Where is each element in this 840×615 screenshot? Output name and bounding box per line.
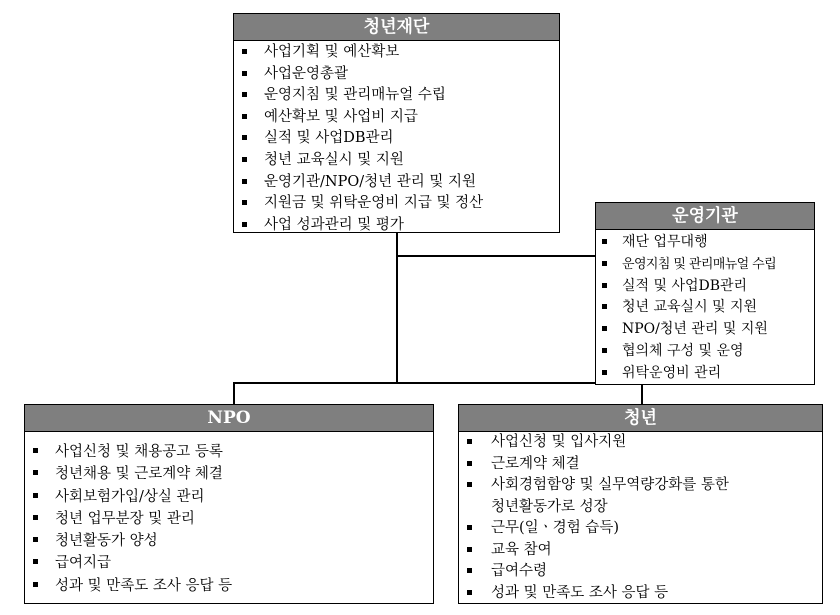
youth-box	[458, 404, 823, 604]
bullet-icon	[602, 370, 607, 375]
operator-box	[595, 202, 815, 385]
list-item: 교육 참여	[467, 540, 816, 562]
list-item: 운영지침 및 관리매뉴얼 수립	[242, 85, 553, 107]
bullet-icon	[242, 200, 247, 205]
bullet-icon	[33, 559, 38, 564]
bullet-icon	[602, 304, 607, 309]
list-item: 사업운영총괄	[242, 64, 553, 86]
connector-to-youth	[641, 382, 643, 405]
bullet-icon	[33, 537, 38, 542]
list-item: 사업 성과관리 및 평가	[242, 215, 553, 237]
youth-title: 청년	[459, 405, 822, 432]
list-item: 위탁운영비 관리	[602, 363, 808, 385]
bullet-icon	[467, 461, 472, 466]
list-item: 급여수령	[467, 561, 816, 583]
list-item: 협의체 구성 및 운영	[602, 341, 808, 363]
bullet-icon	[602, 326, 607, 331]
bullet-icon	[242, 92, 247, 97]
npo-list	[25, 432, 433, 597]
list-item: 청년 교육실시 및 지원	[242, 150, 553, 172]
bullet-icon	[467, 525, 472, 530]
npo-box	[24, 404, 434, 604]
list-item: 청년 교육실시 및 지원	[602, 297, 808, 319]
list-item-continuation: 청년활동가로 성장	[491, 498, 608, 515]
list-item: 근로계약 체결	[467, 454, 816, 476]
operator-title: 운영기관	[596, 203, 814, 230]
bullet-icon	[33, 448, 38, 453]
bullet-icon	[467, 590, 472, 595]
list-item: 재단 업무대행	[602, 232, 808, 254]
list-item: 사회경험함양 및 실무역량강화를 통한	[467, 475, 816, 497]
bullet-icon	[33, 515, 38, 520]
list-item: 운영기관/NPO/청년 관리 및 지원	[242, 172, 553, 194]
bullet-icon	[242, 222, 247, 227]
bullet-icon	[242, 179, 247, 184]
bullet-icon	[242, 157, 247, 162]
list-item: NPO/청년 관리 및 지원	[602, 319, 808, 341]
bullet-icon	[467, 547, 472, 552]
list-item: 근무(일ㆍ경험 습득)	[467, 518, 816, 540]
bullet-icon	[467, 568, 472, 573]
list-item: 성과 및 만족도 조사 응답 등	[467, 583, 816, 605]
list-item: 성과 및 만족도 조사 응답 등	[33, 575, 427, 597]
list-item: 청년활동가 양성	[33, 530, 427, 552]
list-item: 사업신청 및 채용공고 등록	[33, 441, 427, 463]
connector-horizontal-bottom	[233, 382, 642, 384]
bullet-icon	[602, 239, 607, 244]
list-item: 청년채용 및 근로계약 체결	[33, 463, 427, 485]
list-item: 청년 업무분장 및 관리	[33, 508, 427, 530]
bullet-icon	[33, 470, 38, 475]
list-item: 급여지급	[33, 552, 427, 574]
list-item: 실적 및 사업DB관리	[602, 276, 808, 298]
youth-list	[459, 432, 822, 604]
npo-title: NPO	[25, 405, 433, 432]
list-item: 사업신청 및 입사지원	[467, 432, 816, 454]
list-item: 예산확보 및 사업비 지급	[242, 107, 553, 129]
bullet-icon	[242, 49, 247, 54]
list-item: 운영지침 및 관리매뉴얼 수립	[602, 254, 808, 276]
operator-list	[596, 230, 814, 385]
bullet-icon	[33, 493, 38, 498]
list-item: 사업기획 및 예산확보	[242, 42, 553, 64]
foundation-list	[234, 41, 559, 236]
bullet-icon	[242, 114, 247, 119]
connector-to-operator	[396, 255, 596, 257]
list-item: 지원금 및 위탁운영비 지급 및 정산	[242, 193, 553, 215]
foundation-box	[233, 13, 560, 233]
bullet-icon	[602, 261, 607, 266]
bullet-icon	[242, 135, 247, 140]
list-item: 사회보험가입/상실 관리	[33, 486, 427, 508]
connector-to-npo	[233, 382, 235, 405]
bullet-icon	[467, 482, 472, 487]
bullet-icon	[467, 439, 472, 444]
bullet-icon	[242, 71, 247, 76]
bullet-icon	[602, 283, 607, 288]
list-item: 실적 및 사업DB관리	[242, 128, 553, 150]
bullet-icon	[602, 348, 607, 353]
bullet-icon	[33, 582, 38, 587]
foundation-title: 청년재단	[234, 14, 559, 41]
